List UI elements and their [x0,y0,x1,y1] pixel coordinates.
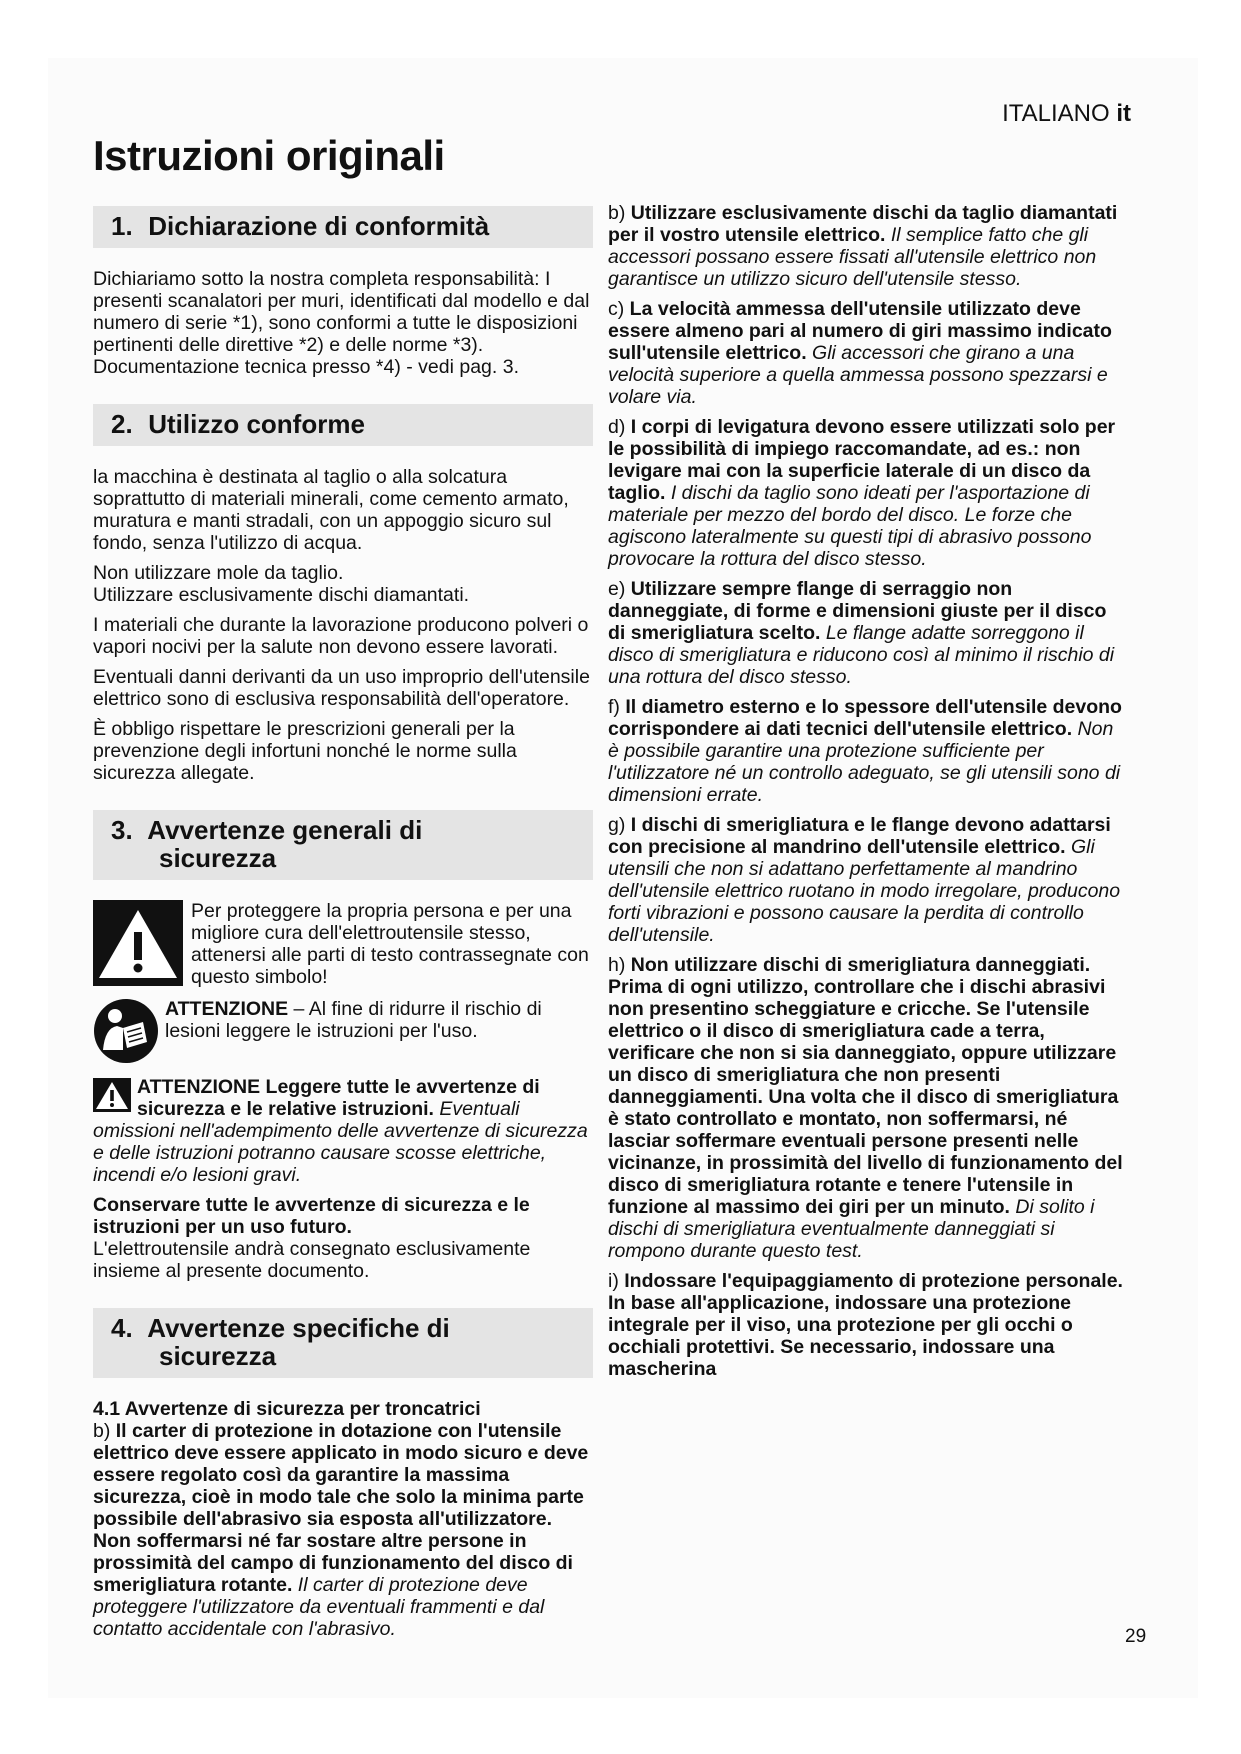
attention-warnings-italic: Eventuali omissioni nell'adempimento delle avvertenze di sicurezza e delle istruzioni potranno causare scosse elettriche, incendi e/o lesioni gravi. [93,1098,588,1186]
item-italic-text: Il carter di protezione deve proteggere l'utilizzatore da eventuali frammenti e dal contatto accidentale con l'abrasivo. [93,1574,545,1640]
section-1-number: 1. [111,211,133,241]
safety-item [608,1270,1128,1380]
warning-triangle-icon [93,1078,131,1112]
item-bold-text: Il diametro esterno e lo spessore dell'utensile devono corrispondere ai dati tecnici dell'utensile elettrico. [608,696,1122,740]
section-3-title-line2: sicurezza [159,843,277,873]
right-column [608,202,1128,1388]
section-2-heading [93,404,593,446]
item-bold-text: Il carter di protezione in dotazione con l'utensile elettrico deve essere applicato in modo sicuro e deve essere regolato così da garantire la massima sicurezza, cioè in modo tale che solo la minima parte possibile dell'abrasivo sia esposta all'utilizzatore. Non soffermarsi né far sostare altre persone in prossimità del campo di funzionamento del disco di smerigliatura rotante. [93,1420,589,1596]
language-code: it [1116,100,1131,127]
section-2-title: Utilizzo conforme [148,409,365,439]
safety-item [608,954,1128,1262]
section-2-number: 2. [111,409,133,439]
section-4-title-line2: sicurezza [159,1341,277,1371]
attention-label: ATTENZIONE [165,998,289,1020]
attention-warnings-bold: ATTENZIONE Leggere tutte le avvertenze di sicurezza e le relative istruzioni. [137,1076,540,1120]
safety-item [608,298,1128,408]
page-number: 29 [1125,1626,1147,1647]
section-4-title-line1: Avvertenze specifiche di [147,1313,450,1343]
section-1-heading [93,206,593,248]
section-1-body: Dichiariamo sotto la nostra completa responsabilità: I presenti scanalatori per muri, identificati dal modello e dal numero di serie *1), sono conformi a tutte le disposizioni pertinenti delle direttive *2) e delle norme *3). Documentazione tecnica presso *4) - vedi pag. 3. [93,268,590,378]
section-2-paragraph: la macchina è destinata al taglio o alla solcatura soprattutto di materiali minerali, come cemento armato, muratura e manti stradali, con un appoggio sicuro sul fondo, senza l'utilizzo di acqua. [93,466,569,554]
item-italic-text: I dischi da taglio sono ideati per l'asportazione di materiale per mezzo del bordo del disco. Le forze che agiscono lateralmente su questi tipi di abrasivo possono provocare la rottura del disco stesso. [608,482,1092,570]
language-indicator [1002,100,1131,128]
section-3-number: 3. [111,815,133,845]
item-letter: c) [608,298,630,320]
safety-item [608,578,1128,688]
section-2-paragraph: Eventuali danni derivanti da un uso improprio dell'utensile elettrico sono di esclusiva responsabilità dell'operatore. [93,666,590,710]
section-4-number: 4. [111,1313,133,1343]
section-4-subheading: 4.1 Avvertenze di sicurezza per troncatrici [93,1398,481,1420]
language-label: ITALIANO [1002,100,1110,127]
item-italic-text: Di solito i dischi di smerigliatura eventualmente danneggiati si rompono durante questo test. [608,1196,1095,1262]
attention-text: – Al fine di ridurre il rischio di lesioni leggere le istruzioni per l'uso. [165,998,542,1042]
page-title: Istruzioni originali [93,132,445,179]
safety-item-b-start [93,1420,593,1640]
item-bold-text: I dischi di smerigliatura e le flange devono adattarsi con precisione al mandrino dell'utensile elettrico. [608,814,1111,858]
section-2-line: Utilizzare esclusivamente dischi diamantati. [93,584,470,606]
section-2-line: Non utilizzare mole da taglio. [93,562,344,584]
section-3-title-line1: Avvertenze generali di [147,815,423,845]
item-letter: h) [608,954,631,976]
keep-instructions-bold: Conservare tutte le avvertenze di sicurezza e le istruzioni per un uso futuro. [93,1194,530,1238]
section-3-heading [93,810,593,880]
section-2-paragraph: I materiali che durante la lavorazione producono polveri o vapori nocivi per la salute non devono essere lavorati. [93,614,589,658]
symbol-note-row [93,900,593,988]
item-bold-text: Utilizzare esclusivamente dischi da taglio diamantati per il vostro utensile elettrico. [608,202,1118,246]
section-1-title: Dichiarazione di conformità [148,211,490,241]
item-italic-text: Le flange adatte sorreggono il disco di smerigliatura e riducono così al minimo il rischio di una rottura del disco stesso. [608,622,1115,688]
item-italic-text: Il semplice fatto che gli accessori possano essere fissati all'utensile elettrico non garantisce un utilizzo sicuro dell'utensile stesso. [608,224,1097,290]
item-italic-text: Gli utensili che non si adattano perfettamente al mandrino dell'utensile elettrico ruotano in modo irregolare, producono forti vibrazioni e possono causare la perdita di controllo dell'utensile. [608,836,1121,946]
item-italic-text: Gli accessori che girano a una velocità superiore a quella ammessa possono spezzarsi e volare via. [608,342,1108,408]
symbol-note: Per proteggere la propria persona e per una migliore cura dell'elettroutensile stesso, attenersi alle parti di testo contrassegnate con questo simbolo! [191,900,589,988]
item-letter: b) [93,1420,116,1442]
read-manual-icon [93,998,159,1064]
item-italic-text: Non è possibile garantire una protezione sufficiente per l'utilizzatore né un controllo adeguato, se gli utensili sono di dimensioni errate. [608,718,1121,806]
item-letter: e) [608,578,631,600]
safety-item [608,814,1128,946]
safety-item [608,202,1128,290]
item-letter: g) [608,814,631,836]
item-letter: i) [608,1270,625,1292]
item-letter: f) [608,696,626,718]
safety-item [608,696,1128,806]
safety-item [608,416,1128,570]
warning-triangle-icon [93,900,183,986]
item-letter: b) [608,202,631,224]
left-column [93,206,593,1648]
item-bold-text: Non utilizzare dischi di smerigliatura danneggiati. Prima di ogni utilizzo, controllare che i dischi abrasivi non presentino scheggiature e cricche. Se l'utensile elettrico o il disco di smerigliatura cade a terra, verificare che non si sia danneggiato, oppure utilizzare un disco di smerigliatura che non presenti danneggiamenti. Una volta che il disco di smerigliatura è stato controllato e montato, non soffermarsi, né lasciar soffermare eventuali persone presenti nelle vicinanze, in prossimità del livello di funzionamento del disco di smerigliatura rotante e tenere l'utensile in funzione al massimo dei giri per un minuto. [608,954,1123,1218]
item-bold-text: Indossare l'equipaggiamento di protezione personale. In base all'applicazione, indossare una protezione integrale per il viso, una protezione per gli occhi o occhiali protettivi. Se necessario, indossare una mascherina [608,1270,1123,1380]
attention-read-warnings [93,1076,593,1186]
item-bold-text: Utilizzare sempre flange di serraggio non danneggiate, di forme e dimensioni giuste per il disco di smerigliatura scelto. [608,578,1107,644]
item-bold-text: I corpi di levigatura devono essere utilizzati solo per le possibilità di impiego raccomandate, ad es.: non levigare mai con la superficie laterale di un disco da taglio. [608,416,1116,504]
item-bold-text: La velocità ammessa dell'utensile utilizzato deve essere almeno pari al numero di giri massimo indicato sull'utensile elettrico. [608,298,1112,364]
section-4-heading [93,1308,593,1378]
keep-instructions [93,1194,593,1282]
section-2-paragraph: È obbligo rispettare le prescrizioni generali per la prevenzione degli infortuni nonché le norme sulla sicurezza allegate. [93,718,517,784]
item-letter: d) [608,416,631,438]
attention-read-manual-row [93,998,593,1064]
keep-instructions-text: L'elettroutensile andrà consegnato esclusivamente insieme al presente documento. [93,1238,531,1282]
section-2-paragraph [93,562,593,606]
